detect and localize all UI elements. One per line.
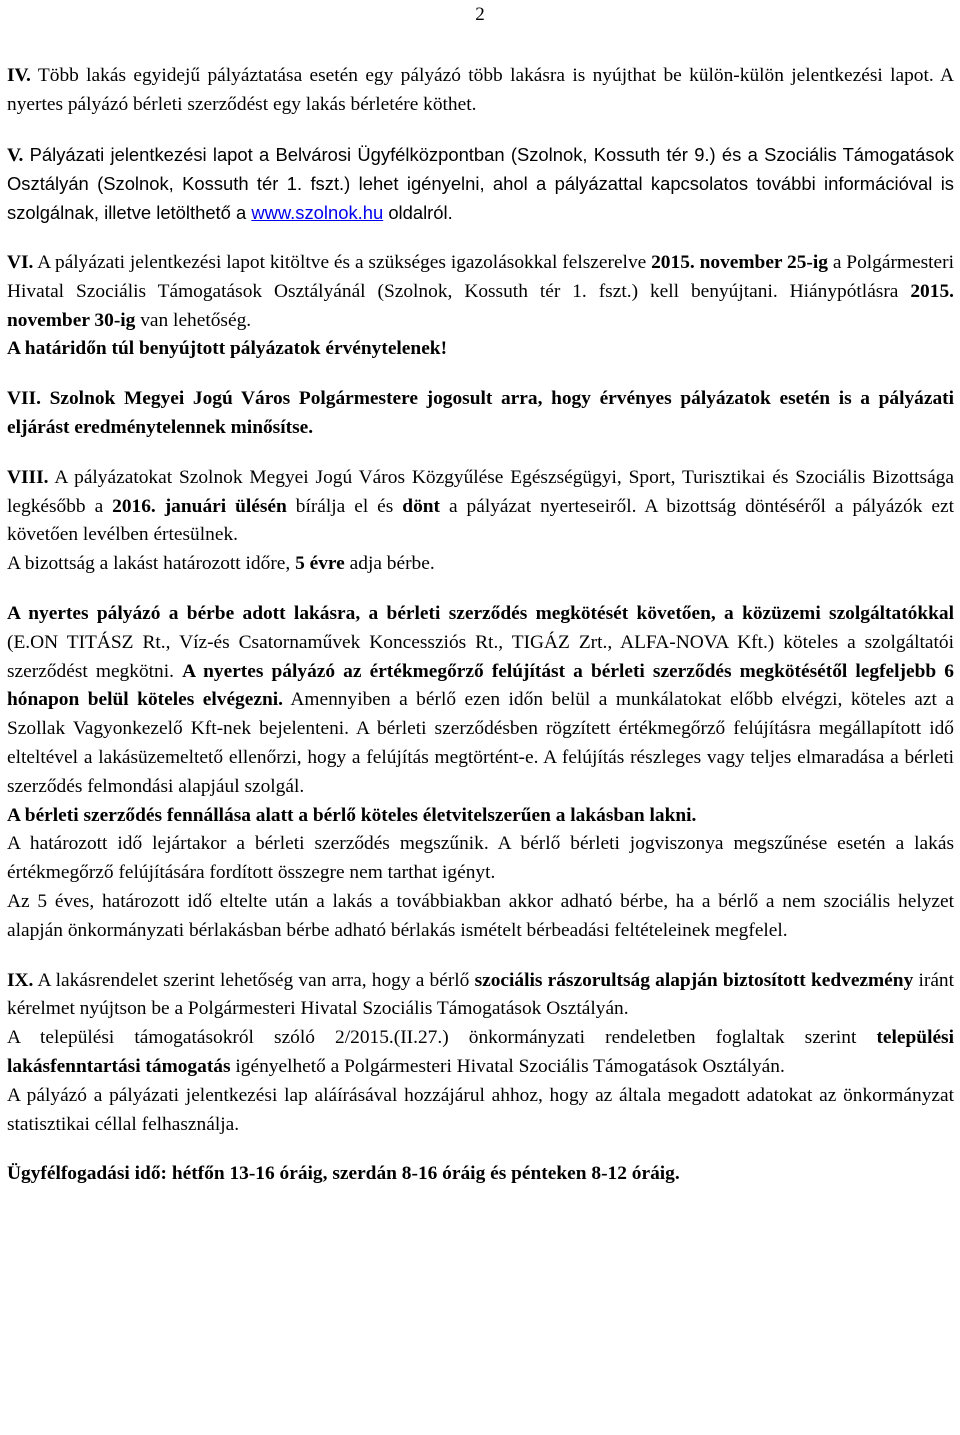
section-text: Szolnok Megyei Jogú Város Polgármestere jogosult arra, hogy érvényes pályázatok esetén is a pályázati eljárást eredménytelennek minősítse. [7,388,954,438]
office-hours [7,1160,954,1189]
section-vii [7,385,954,443]
deadline-date: 2015. november 25-ig [651,251,828,273]
section-text: Pályázati jelentkezési lapot a Belvárosi Ügyfélközpontban (Szolnok, Kossuth tér 9.) és a Szociális Támogatások Osztályán (Szolnok, Kossuth tér 1. fszt.) lehet igényelni, ahol a pályázattal kapcsolatos további információval is szolgálnak, illetve letölthető a [7,143,954,224]
body-text: Amennyiben a bérlő ezen időn belül a munkálatokat előbb elvégzi, köteles azt a Szollak Vagyonkezelő Kft-nek bejelenteni. A bérleti szerződésben rögzített értékmegőrző felújításra megállapított idő elteltével a lakásüzemeltető ellenőrzi, hogy a felújítás megtörtént-e. A felújítás részleges vagy teljes elmaradása a bérleti szerződés felmondási alapjául szolgál. [7,689,954,797]
section-text: adja bérbe. [344,553,435,575]
section-iv [7,62,954,120]
section-v [7,141,954,228]
decision-word: dönt [402,495,441,517]
section-number: IV. [7,65,31,86]
deadline-date: 2015. november 30-ig [7,280,954,331]
body-text: Az 5 éves, határozott idő eltelte után a lakás a továbbiakban akkor adható bérbe, ha a bérlő a nem szociális helyzet alapján önkormányzati bérlakásban bérbe adható bérlakás ismételt bérbeadási feltételeinek megfelel. [7,890,954,941]
section-text: iránt kérelmet nyújtson be a Polgármesteri Hivatal Szociális Támogatások Osztályán. [7,969,955,1020]
bold-text: A bérleti szerződés fennállása alatt a bérlő köteles életvitelszerűen a lakásban lakni. [7,804,697,826]
section-text: A lakásrendelet szerint lehetőség van arra, hogy a bérlő [37,969,475,991]
document-body [7,62,954,1189]
body-text: A határozott idő lejártakor a bérleti szerződés megszűnik. A bérlő bérleti jogviszonya megszűnése esetén a lakás értékmegőrző felújítására fordított összegre nem tarthat igényt. [7,833,954,884]
section-number: IX. [7,969,34,991]
section-ix [7,967,954,1140]
section-text: oldalról. [383,202,453,224]
section-text: van lehetőség. [135,309,252,331]
bold-text: települési lakásfenntartási támogatás [7,1027,954,1077]
section-number: V. [7,144,24,166]
winner-obligations [7,600,954,946]
section-number: VI. [7,251,34,273]
bold-text: szociális rászorultság alapján biztosított kedvezmény [474,969,914,991]
section-number: VII. [7,388,41,410]
section-number: VIII. [7,466,49,488]
section-text: A települési támogatásokról szóló 2/2015.(II.27.) önkormányzati rendeletben foglaltak szerint [7,1027,877,1049]
section-text: a Polgármesteri Hivatal Szociális Támogatások Osztályánál (Szolnok, Kossuth tér 1. fszt.) kell benyújtani. Hiánypótlásra [7,251,954,302]
section-text: Több lakás egyidejű pályáztatása esetén egy pályázó több lakásra is nyújthat be külön-külön jelentkezési lapot. A nyertes pályázó bérleti szerződést egy lakás bérletére köthet. [7,65,955,115]
section-text: A bizottság a lakást határozott időre, [7,553,296,575]
body-text: (E.ON TITÁSZ Rt., Víz-és Csatornaművek Koncessziós Rt., TIGÁZ Zrt., ALFA-NOVA Kft.) köteles a szolgáltatói szerződést megkötni. [7,631,954,682]
page-number: 2 [475,4,485,25]
section-text: bírálja el és [286,495,403,517]
meeting-date: 2016. januári ülésén [112,495,287,517]
section-text: igényelhető a Polgármesteri Hivatal Szociális Támogatások Osztályán. [230,1055,785,1077]
section-text: A pályázati jelentkezési lapot kitöltve és a szükséges igazolásokkal felszerelve [37,251,652,273]
lease-term: 5 évre [295,553,345,575]
deadline-warning: A határidőn túl benyújtott pályázatok érvénytelenek! [7,338,448,360]
section-text: a pályázat nyerteseiről. A bizottság döntéséről a pályázók ezt követően levélben értesülnek. [7,495,954,546]
section-text: A pályázó a pályázati jelentkezési lap aláírásával hozzájárul ahhoz, hogy az általa megadott adatokat az önkormányzat statisztikai céllal felhasználja. [7,1084,954,1135]
section-viii [7,464,954,579]
section-text: A pályázatokat Szolnok Megyei Jogú Város Közgyűlése Egészségügyi, Sport, Turisztikai és Szociális Bizottsága legkésőbb a [7,466,954,517]
bold-text: A nyertes pályázó a bérbe adott lakásra, a bérleti szerződés megkötését követően, a közüzemi szolgáltatókkal [7,602,954,624]
section-vi [7,249,954,364]
website-link[interactable]: www.szolnok.hu [251,202,384,224]
bold-text: A nyertes pályázó az értékmegőrző felújítást a bérleti szerződés megkötésétől legfeljebb 6 hónapon belül köteles elvégezni. [7,660,954,711]
office-hours-text: Ügyfélfogadási idő: hétfőn 13-16 óráig, szerdán 8-16 óráig és pénteken 8-12 óráig. [7,1163,680,1185]
